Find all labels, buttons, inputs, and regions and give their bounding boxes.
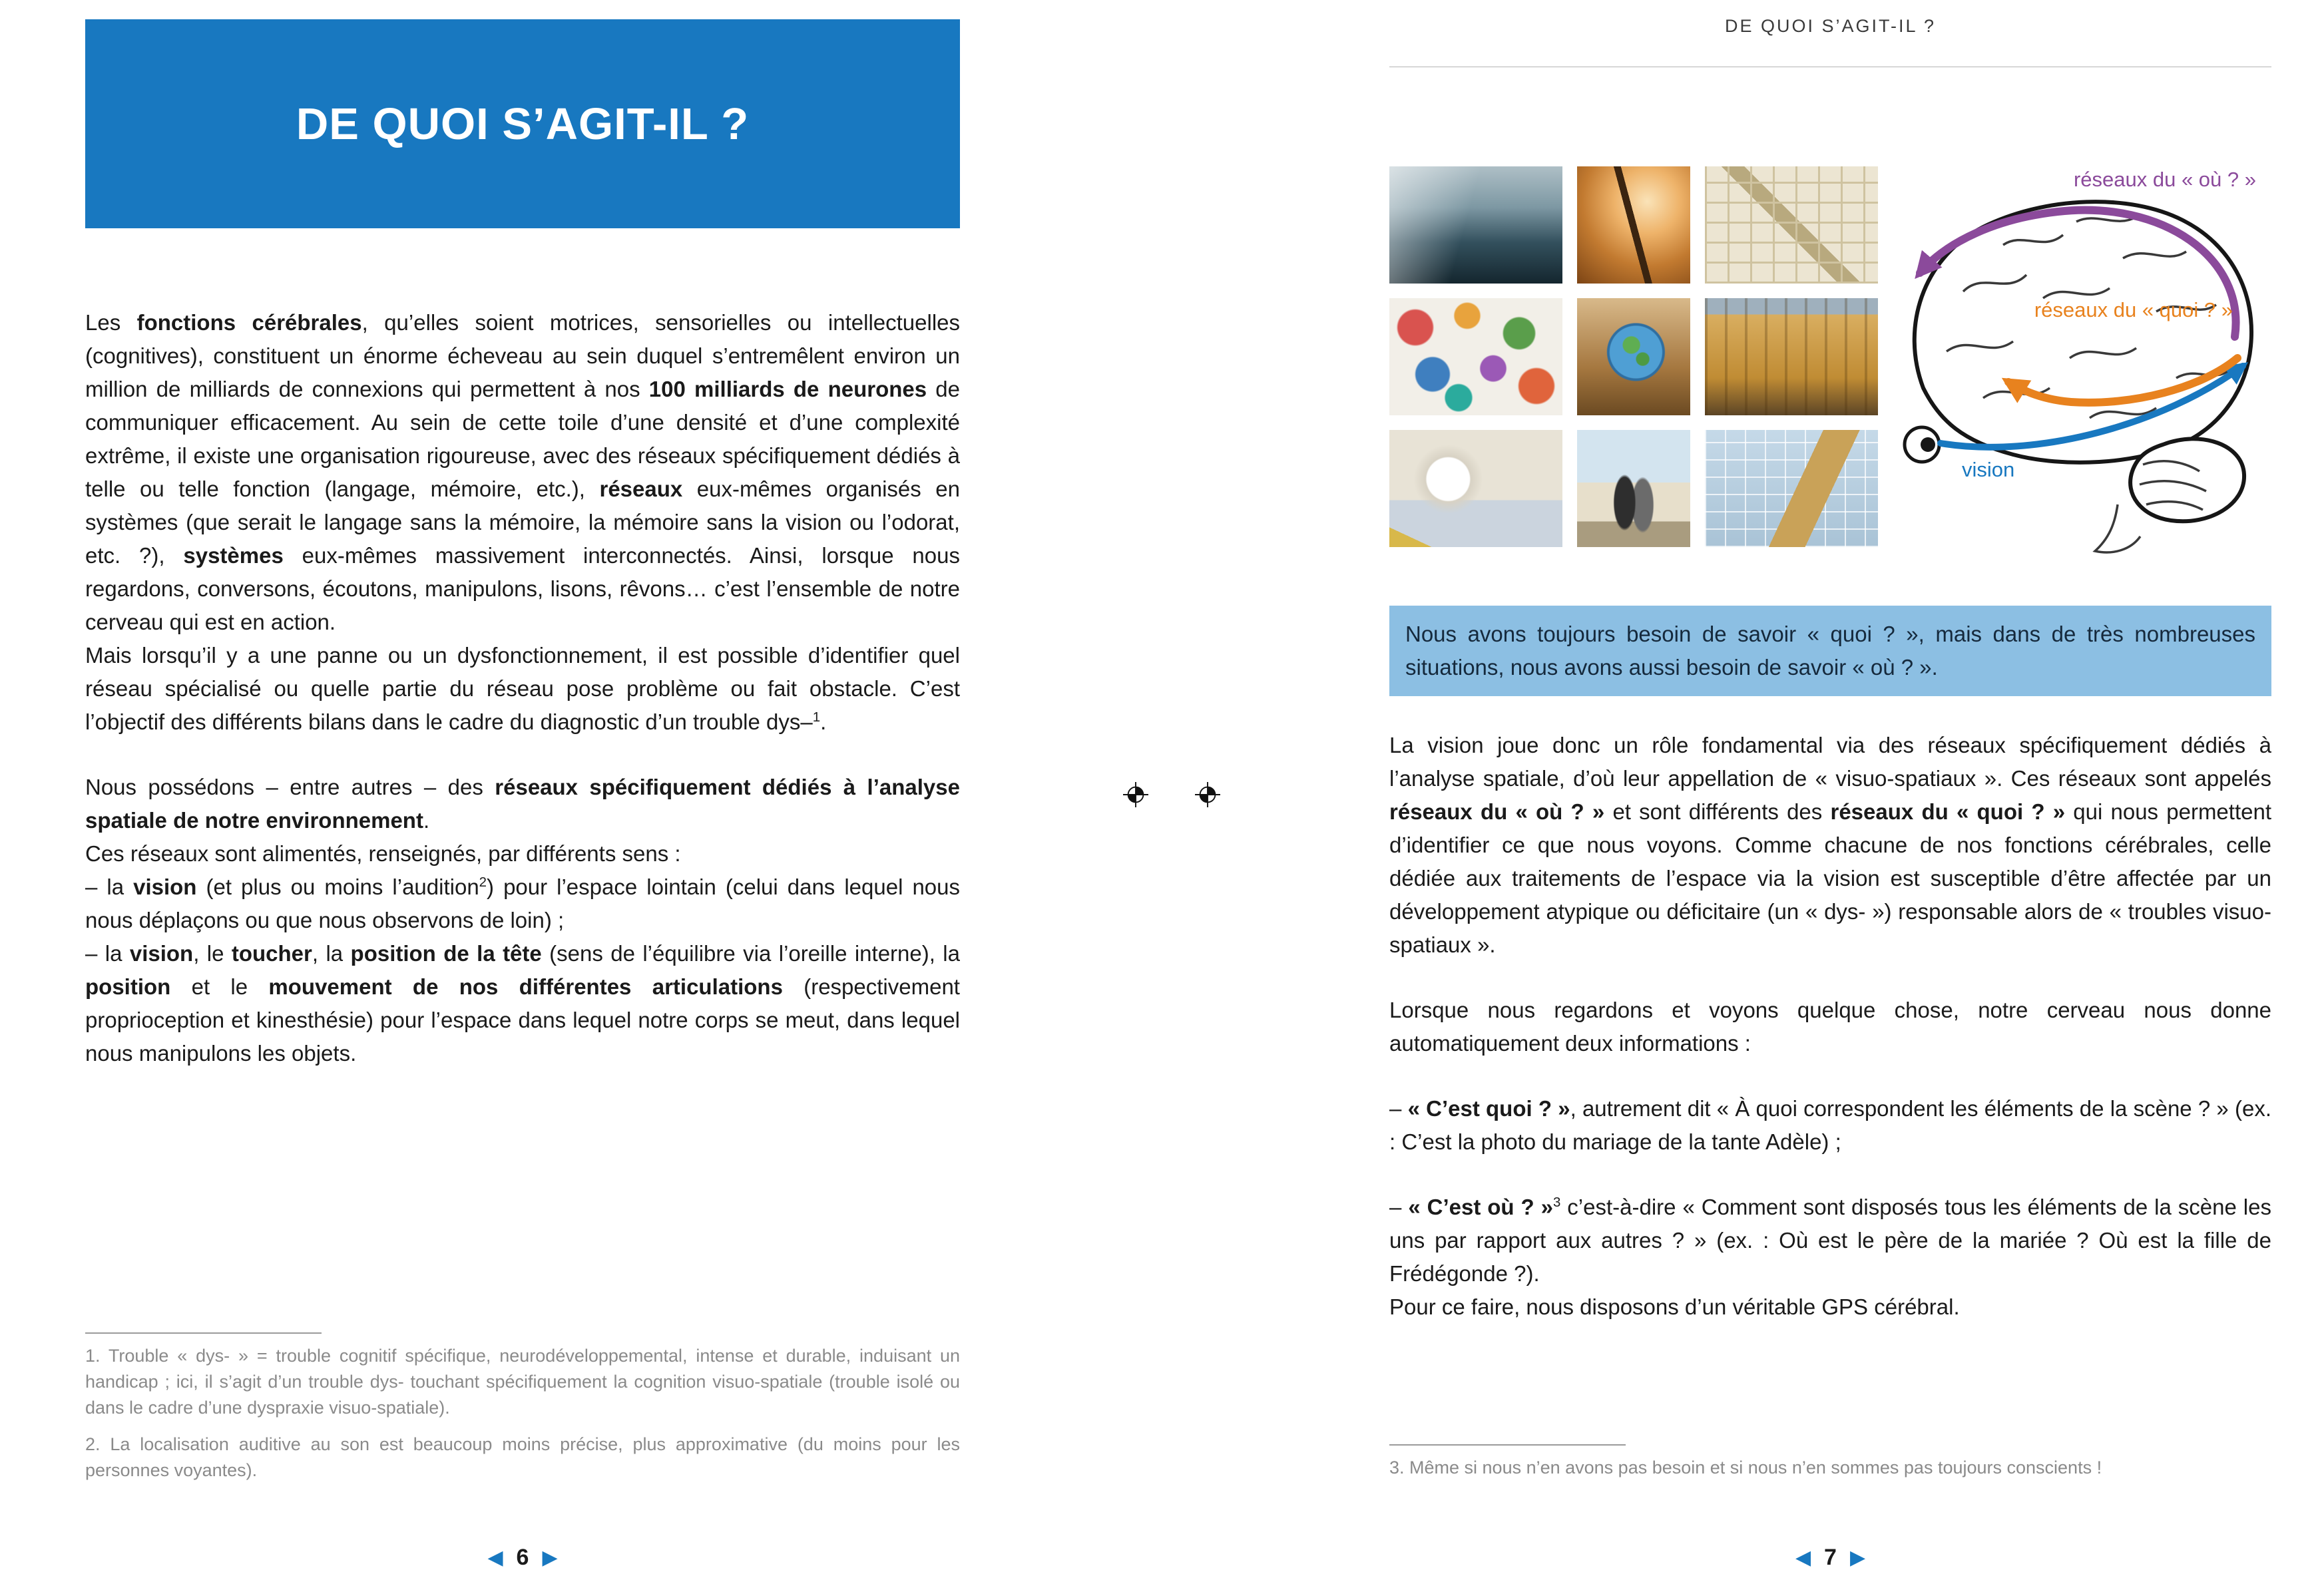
running-header: DE QUOI S’AGIT-IL ? (1724, 16, 1937, 36)
paragraph: – la vision (et plus ou moins l’audition$^2$) pour l’espace lointain (celui dans lequel nous nous déplaçons ou que nous observons de loin) ; (85, 875, 961, 932)
photo-meeting-room (1389, 166, 1562, 284)
page-number: 6 (516, 1545, 529, 1570)
eye-pupil (1921, 437, 1935, 452)
paragraph: Les fonctions cérébrales, qu’elles soient motrices, sensorielles ou intellectuelles (cognitives), constituent un énorme écheveau au sein duquel s’entremêlent environ un million de milliards de connexions qui permettent à nos 100 milliards de neurones de communiquer efficacement. Au sein de cette toile d’une densité et d’une complexité extrême, il existe une organisation rigoureuse, avec des réseaux spécifiquement dédiés à telle ou telle fonction (langage, mémoire, etc.), réseaux eux-mêmes organisés en systèmes (que serait le langage sans la mémoire, la mémoire sans la vision ou l’odorat, etc. ?), systèmes eux-mêmes massivement interconnectés. Ainsi, lorsque nous regardons, conversons, écoutons, manipulons, lisons, rêvons… c’est l’ensemble de notre cerveau qui est en action. (85, 310, 961, 634)
prev-page-icon: ◀ (1795, 1546, 1811, 1569)
next-page-icon: ▶ (542, 1546, 558, 1569)
next-page-icon: ▶ (1849, 1546, 1866, 1569)
key-message-box: Nous avons toujours besoin de savoir « quoi ? », mais dans de très nombreuses situations, nous avons aussi besoin de savoir « où ? ». (1389, 606, 2271, 696)
photo-people-by-house (1577, 430, 1690, 547)
right-page-footer (1389, 1545, 2271, 1571)
page-number: 7 (1824, 1545, 1837, 1570)
paragraph: – la vision, le toucher, la position de la tête (sens de l’équilibre via l’oreille interne), la position et le mouvement de nos différentes articulations (respectivement proprioception et kinesthésie) pour l’espace dans lequel notre corps se meut, dans lequel nous manipulons les objets. (85, 941, 960, 1066)
vision-label: vision (1962, 458, 2015, 481)
footnote-divider (1389, 1444, 1626, 1446)
footnote-divider (85, 1332, 322, 1334)
chapter-title-banner (85, 19, 960, 228)
footnote-1: 1. Trouble « dys- » = trouble cognitif spécifique, neurodéveloppemental, intense et durable, induisant un handicap ; ici, il s’agit d’un trouble dys- touchant spécifiquement la cognition visuo-spatiale (trouble isolé ou dans le cadre d’une dyspraxie visuo-spatiale). (85, 1346, 960, 1418)
paragraph: – « C’est quoi ? », autrement dit « À quoi correspondent les éléments de la scène ? » (ex. : C’est la photo du mariage de la tante Adèle) ; (1389, 1096, 2271, 1154)
paragraph: – « C’est où ? »$^3$ c’est-à-dire « Comment sont disposés tous les éléments de la scène les uns par rapport aux autres ? » (ex. : Où est le père de la mariée ? Où est la fille de Frédégonde ?). (1389, 1195, 2271, 1286)
brain-diagram (1883, 158, 2271, 566)
photo-compass-sunset (1577, 166, 1690, 284)
right-footnotes (1389, 1455, 2271, 1481)
left-footnotes (85, 1343, 960, 1483)
right-page (1389, 0, 2271, 1576)
photo-historic-buildings (1705, 298, 1878, 415)
registration-mark (1195, 782, 1220, 807)
photo-globe (1577, 298, 1690, 415)
paragraph: Pour ce faire, nous disposons d’un véritable GPS cérébral. (1389, 1294, 1960, 1319)
left-page-footer (85, 1545, 960, 1571)
prev-page-icon: ◀ (487, 1546, 503, 1569)
what-pathway-label: réseaux du « quoi ? » (2034, 298, 2233, 321)
paragraph: La vision joue donc un rôle fondamental via des réseaux spécifiquement dédiés à l’analyse spatiale, d’où leur appellation de « visuo-spatiaux ». Ces réseaux sont appelés réseaux du « où ? » et sont différents des réseaux du « quoi ? » qui nous permettent d’identifier ce que nous voyons. Comme chacune de nos fonctions cérébrales, celle dédiée aux traitements de l’espace via la vision est susceptible d’être affectée par un développement atypique ou déficitaire (un « dys- ») responsable alors de « troubles visuo-spatiaux ». (1389, 733, 2271, 957)
where-pathway-label: réseaux du « où ? » (2073, 168, 2256, 191)
paragraph: Nous possédons – entre autres – des réseaux spécifiquement dédiés à l’analyse spatiale de notre environnement. (85, 775, 960, 833)
cerebellum-outline (2130, 439, 2244, 521)
brainstem (2095, 504, 2140, 552)
footnote-2: 2. La localisation auditive au son est beaucoup moins précise, plus approximative (du moins pour les personnes voyantes). (85, 1434, 960, 1480)
photo-ruler-blueprint (1705, 430, 1878, 547)
chapter-title: DE QUOI S’AGIT-IL ? (296, 98, 750, 149)
left-page (85, 0, 960, 1576)
photo-puzzle-pieces (1389, 298, 1562, 415)
photo-city-map (1705, 166, 1878, 284)
photo-collage (1389, 166, 1878, 547)
photo-house-model-tools (1389, 430, 1562, 547)
left-body-text (85, 306, 960, 1070)
footnote-3: 3. Même si nous n’en avons pas besoin et si nous n’en sommes pas toujours conscients ! (1389, 1458, 2102, 1478)
right-body-text (1389, 729, 2271, 1324)
registration-mark (1123, 782, 1148, 807)
paragraph: Mais lorsqu’il y a une panne ou un dysfonctionnement, il est possible d’identifier quel réseau spécialisé ou quelle partie du réseau pose problème ou fait obstacle. C’est l’objectif des différents bilans dans le cadre du diagnostic d’un trouble dys–$^1$. (85, 643, 960, 734)
paragraph: Lorsque nous regardons et voyons quelque chose, notre cerveau nous donne automatiquement deux informations : (1389, 998, 2271, 1056)
paragraph: Ces réseaux sont alimentés, renseignés, par différents sens : (85, 841, 681, 866)
